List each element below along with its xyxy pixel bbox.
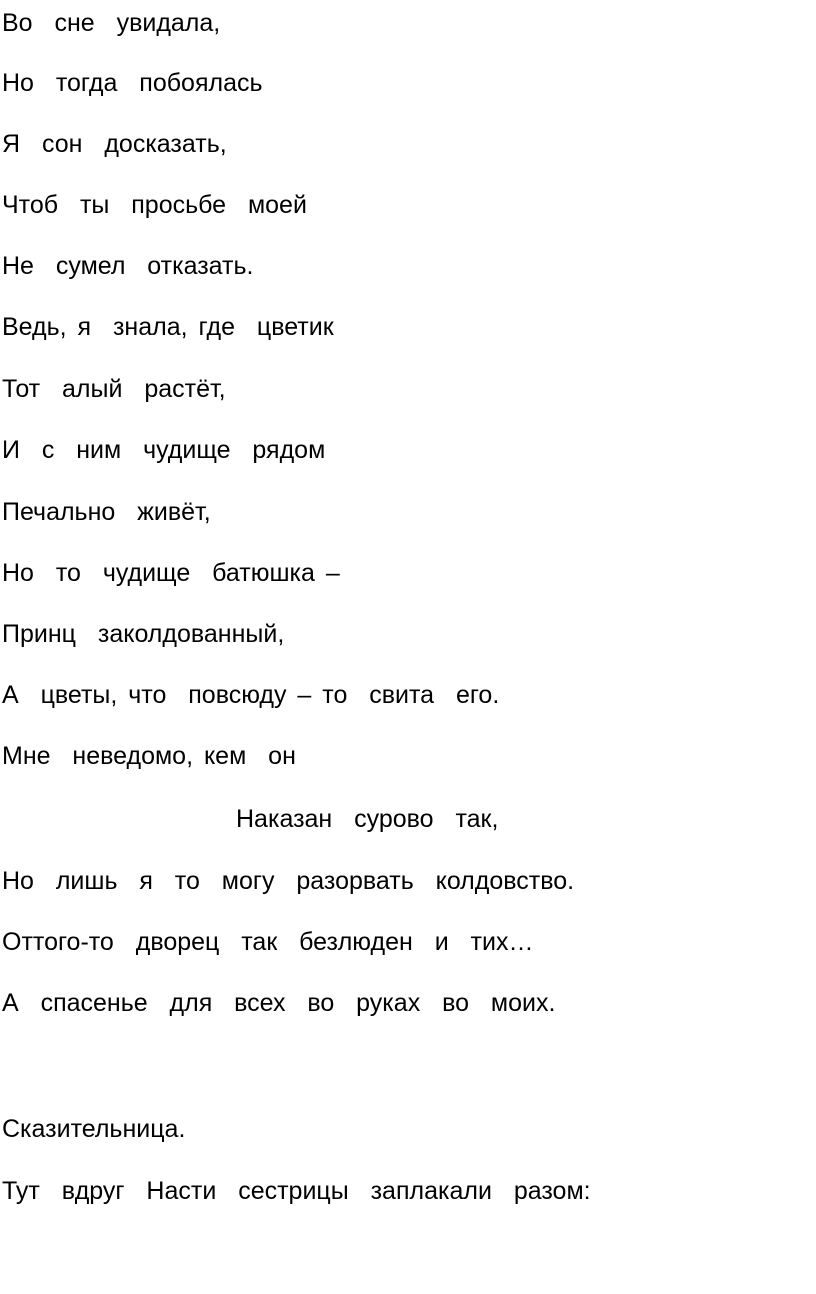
poem-line: И с ним чудище рядом [2, 436, 326, 464]
poem-line: Но тогда побоялась [2, 69, 263, 97]
poem-line: Во сне увидала, [2, 9, 221, 37]
poem-line: Ведь, я знала, где цветик [2, 313, 334, 341]
poem-line: Принц заколдованный, [2, 620, 285, 648]
poem-line: Но лишь я то могу разорвать колдовство. [2, 867, 575, 895]
poem-line: Оттого-то дворец так безлюден и тих… [2, 928, 534, 956]
poem-line: Не сумел отказать. [2, 252, 254, 280]
poem-line: Я сон досказать, [2, 130, 227, 158]
poem-line: А спасенье для всех во руках во моих. [2, 989, 556, 1017]
poem-line: Чтоб ты просьбе моей [2, 191, 307, 219]
poem-line: Тот алый растёт, [2, 375, 226, 403]
narrator-line: Тут вдруг Насти сестрицы заплакали разом: [2, 1177, 591, 1205]
narrator-label: Сказительница. [2, 1115, 186, 1143]
poem-line: Наказан сурово так, [236, 805, 499, 833]
poem-line: Но то чудище батюшка – [2, 559, 340, 587]
poem-line: Мне неведомо, кем он [2, 742, 296, 770]
poem-line: А цветы, что повсюду – то свита его. [2, 681, 500, 709]
poem-line: Печально живёт, [2, 498, 211, 526]
